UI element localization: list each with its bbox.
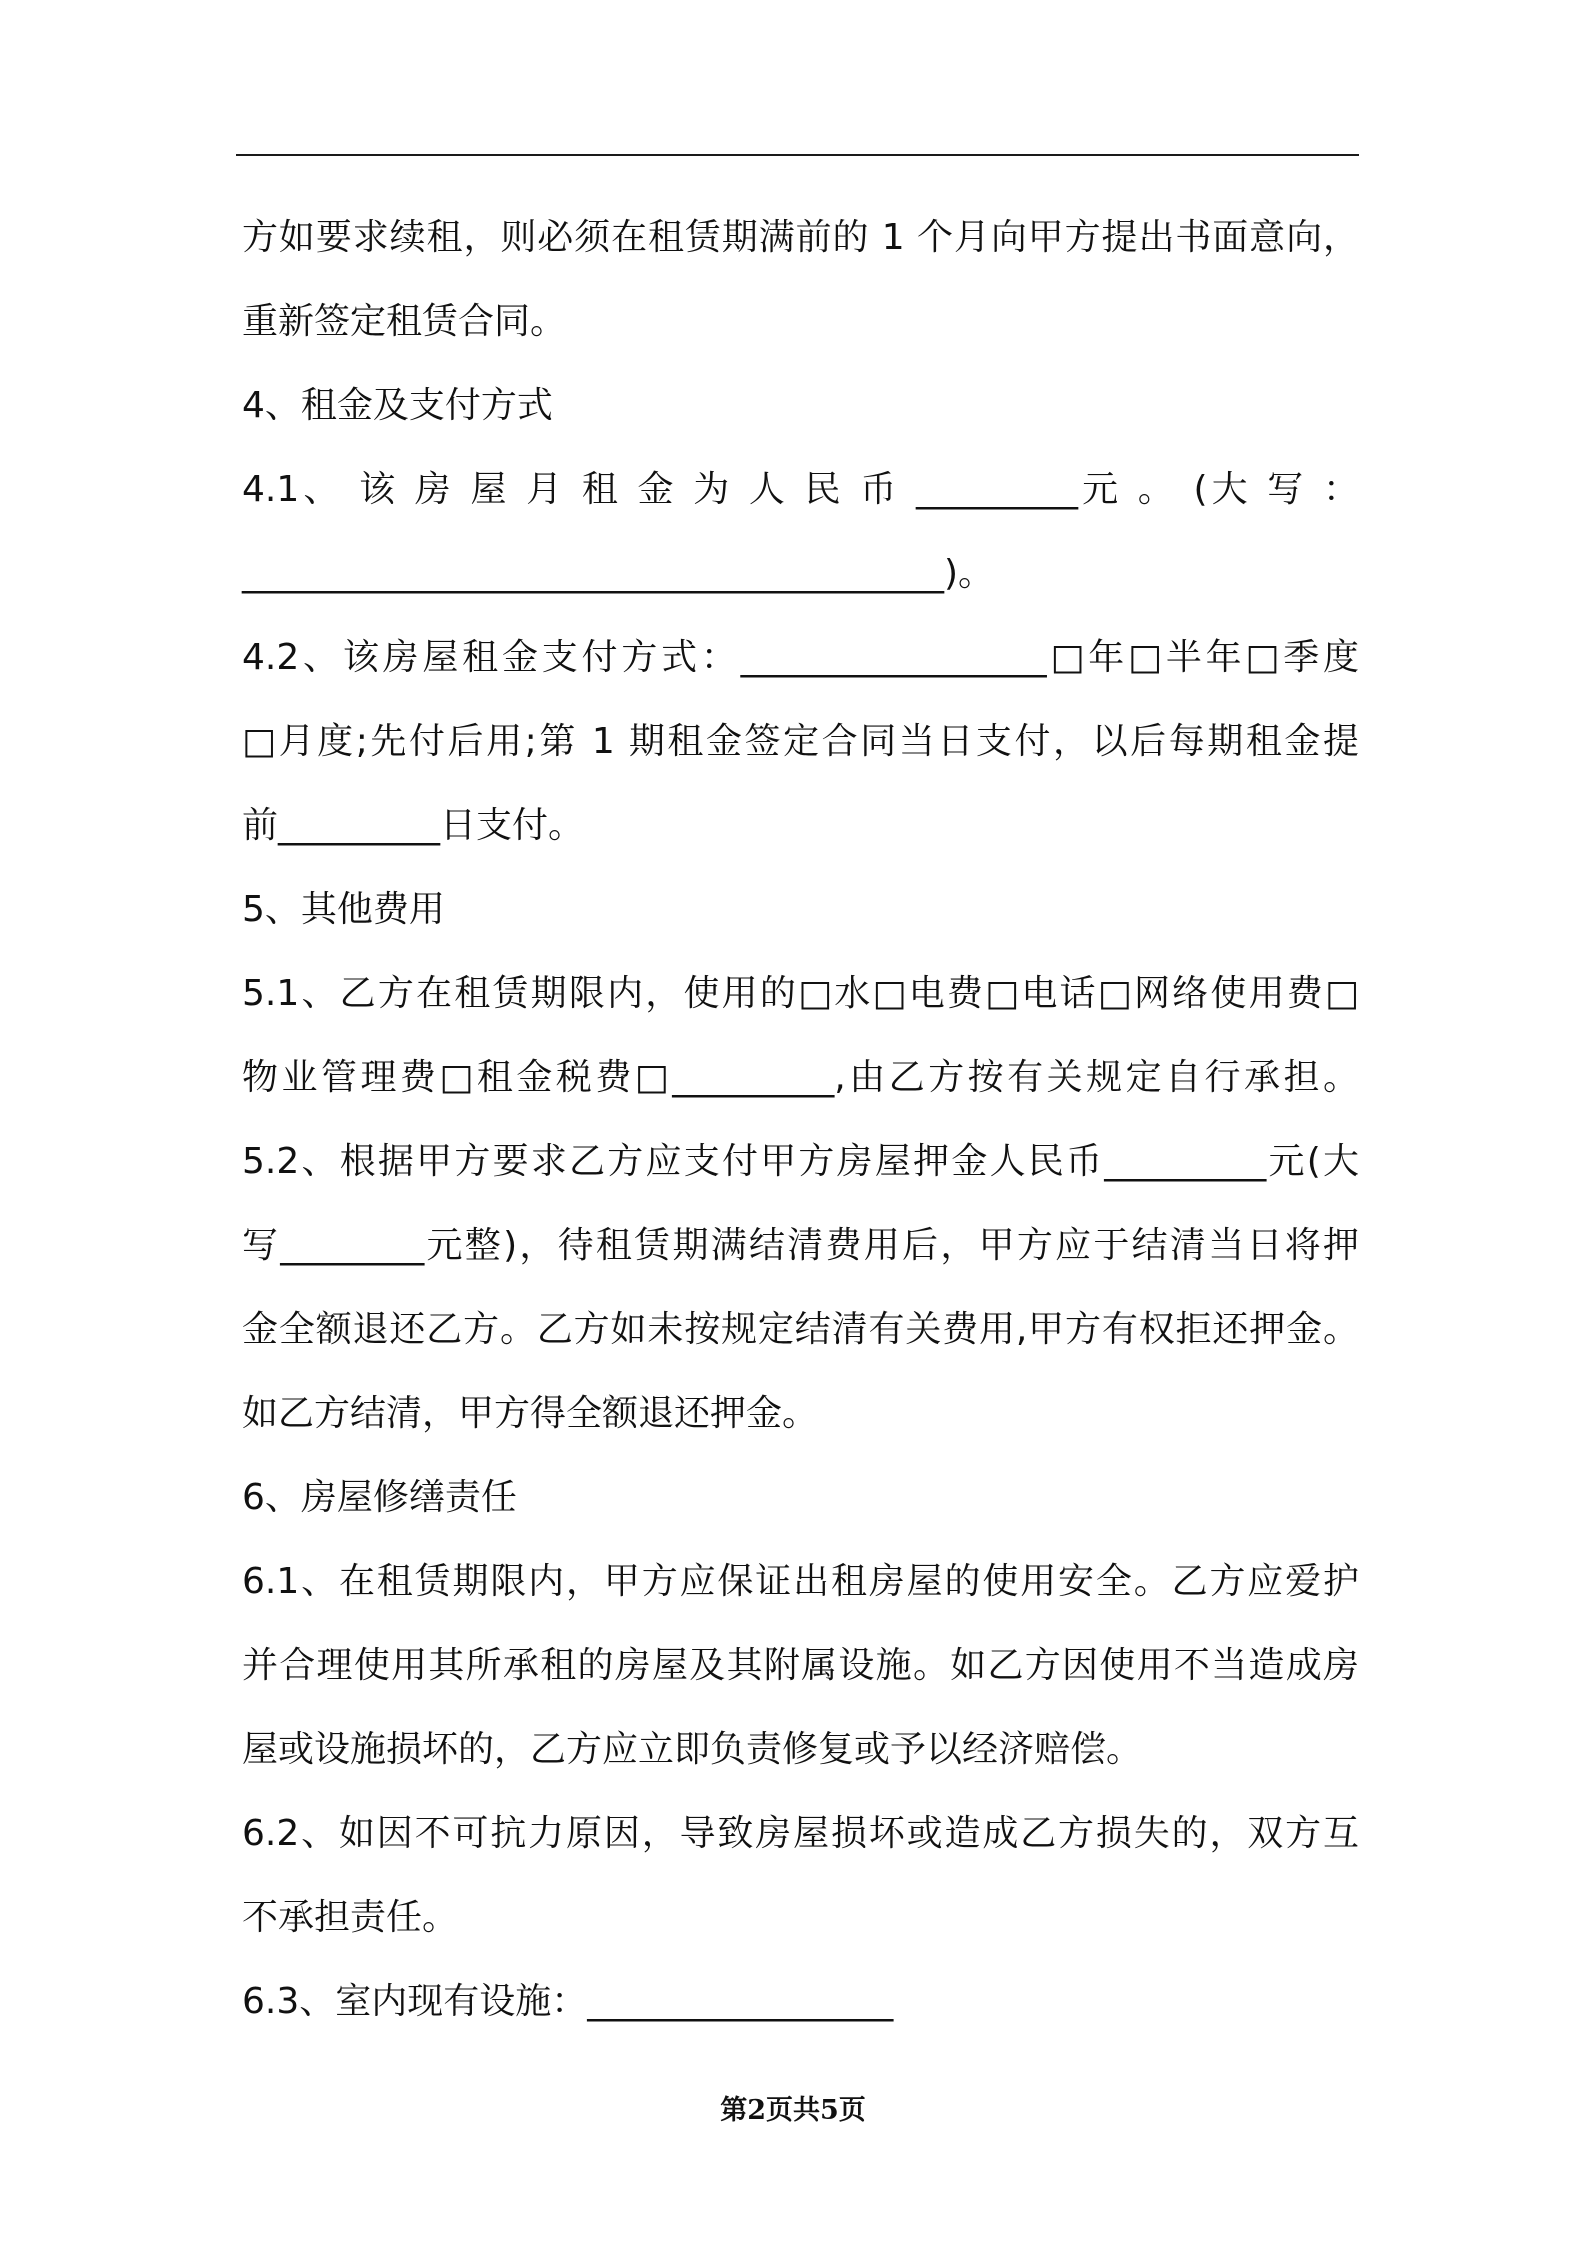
- document-body: [242, 196, 1359, 2044]
- text-line: □月度;先付后用;第 1 期租金签定合同当日支付，以后每期租金提: [242, 721, 1359, 762]
- text-line: 前_________日支付。: [242, 805, 585, 846]
- text-line: 如乙方结清，甲方得全额退还押金。: [242, 1393, 819, 1434]
- text-line: 不承担责任。: [242, 1897, 459, 1938]
- text-line: 物业管理费□租金税费□_________,由乙方按有关规定自行承担。: [242, 1057, 1359, 1098]
- text-line: 重新签定租赁合同。: [242, 301, 567, 342]
- text-line: 并合理使用其所承租的房屋及其附属设施。如乙方因使用不当造成房: [242, 1645, 1359, 1686]
- text-line: 方如要求续租，则必须在租赁期满前的 1 个月向甲方提出书面意向，: [242, 217, 1359, 258]
- section-heading: 4、租金及支付方式: [242, 385, 553, 426]
- text-line: 6.3、室内现有设施：_________________: [242, 1981, 894, 2022]
- text-line: 4.2、该房屋租金支付方式：_________________□年□半年□季度: [242, 637, 1359, 678]
- text-line: _______________________________________)。: [242, 553, 995, 594]
- text-line: 5.2、根据甲方要求乙方应支付甲方房屋押金人民币_________元(大: [242, 1141, 1359, 1182]
- text-line: 6.2、如因不可抗力原因，导致房屋损坏或造成乙方损失的，双方互: [242, 1813, 1359, 1854]
- section-heading: 5、其他费用: [242, 889, 445, 930]
- page-number: 第2页共5页: [720, 2095, 866, 2126]
- text-line: 4.1、 该 房 屋 月 租 金 为 人 民 币 _________元 。 (大 写 ：: [242, 469, 1359, 510]
- text-line: 金全额退还乙方。乙方如未按规定结清有关费用,甲方有权拒还押金。: [242, 1309, 1359, 1350]
- text-line: 屋或设施损坏的，乙方应立即负责修复或予以经济赔偿。: [242, 1729, 1143, 1770]
- section-heading: 6、房屋修缮责任: [242, 1477, 517, 1518]
- text-line: 5.1、乙方在租赁期限内，使用的□水□电费□电话□网络使用费□: [242, 973, 1359, 1014]
- text-line: 写________元整)，待租赁期满结清费用后，甲方应于结清当日将押: [242, 1225, 1359, 1266]
- text-line: 6.1、在租赁期限内，甲方应保证出租房屋的使用安全。乙方应爱护: [242, 1561, 1359, 1602]
- header-rule: [236, 154, 1359, 156]
